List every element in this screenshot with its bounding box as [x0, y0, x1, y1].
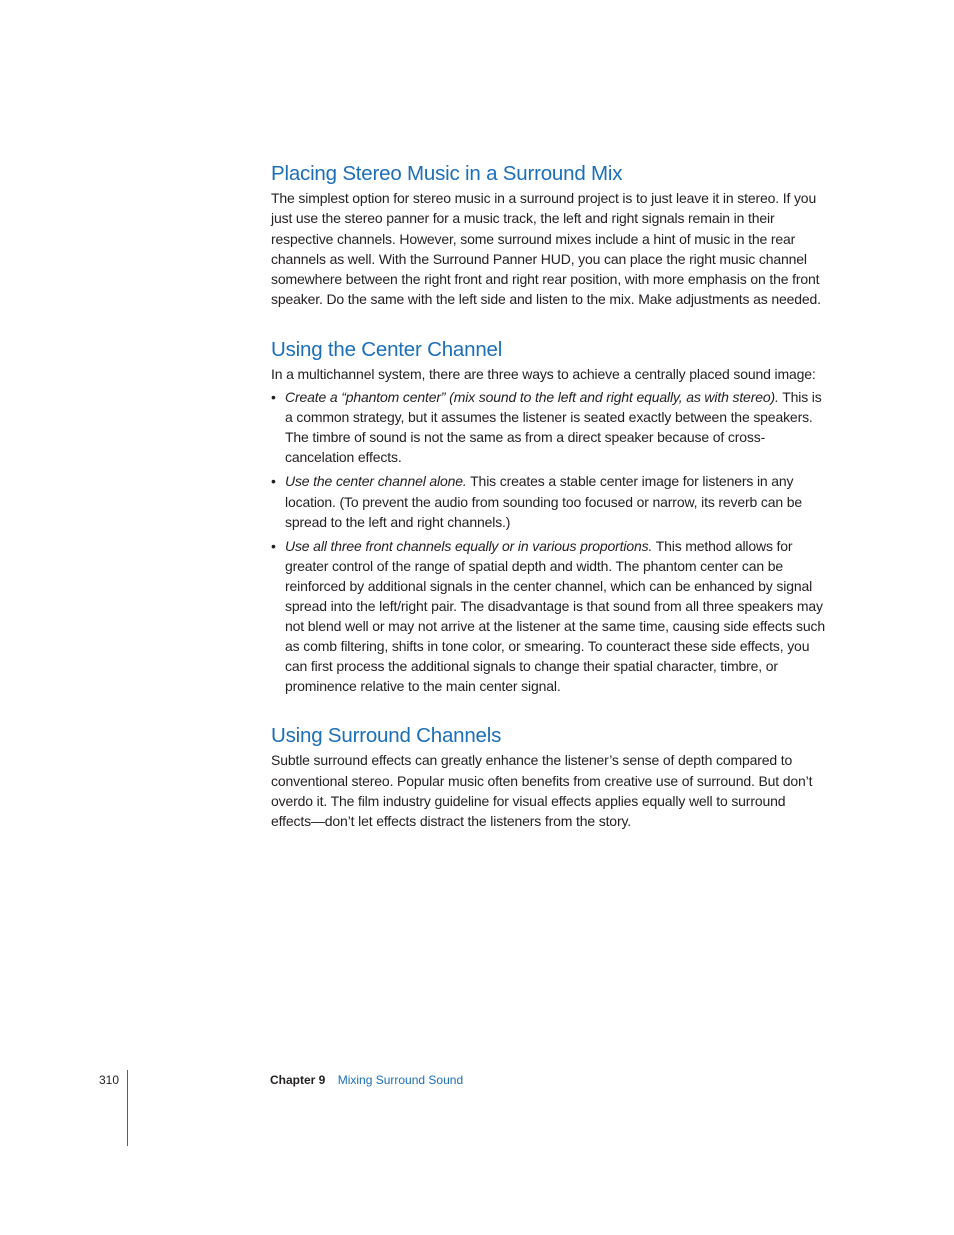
section-paragraph: In a multichannel system, there are three ways to achieve a centrally placed sound image: [271, 365, 816, 382]
list-item-lead: Use the center channel alone. [285, 473, 467, 490]
chapter-title-link[interactable]: Mixing Surround Sound [337, 1073, 464, 1087]
list-item-lead: Create a “phantom center” (mix sound to the left and right equally, as with stereo). [285, 389, 779, 406]
chapter-label: Chapter 9 [270, 1073, 326, 1087]
page-number: 310 [99, 1073, 120, 1087]
footer-chapter [270, 1072, 463, 1088]
list-item [271, 387, 827, 467]
list-item-lead: Use all three front channels equally or in various proportions. [285, 537, 653, 554]
section-center-channel [271, 336, 827, 697]
section-heading: Using the Center Channel [271, 337, 503, 361]
section-surround-channels [271, 722, 827, 831]
list-item-text: This creates a stable center image for listeners in any location. (To prevent the audio from sounding too focused or narrow, its reverb can be spread to the left and right channels.) [285, 473, 803, 530]
list-item-text: This method allows for greater control of the range of spatial depth and width. The phantom center can be reinforced by additional signals in the center channel, which can be enhanced by signal spread into the left/right pair. The disadvantage is that sound from all three speakers may not blend well or may not arrive at the listener at the same time, causing side effects such as comb filtering, shifts in tone color, or smearing. To counteract these side effects, you can first process the additional signals to change their spatial character, timbre, or prominence relative to the main center signal. [285, 537, 826, 695]
list-item [271, 536, 827, 697]
footer-divider [127, 1070, 128, 1146]
page-content [271, 160, 827, 858]
section-paragraph: Subtle surround effects can greatly enhance the listener’s sense of depth compared to conventional stereo. Popular music often benefits from creative use of surround. But don’t overdo it. The film industry guideline for visual effects applies equally well to surround effects—don’t let effects distract the listeners from the story. [271, 752, 813, 830]
bullet-marker: • [271, 473, 276, 490]
section-heading: Placing Stereo Music in a Surround Mix [271, 162, 623, 185]
bullet-marker: • [271, 389, 276, 406]
section-heading: Using Surround Channels [271, 724, 502, 748]
section-paragraph: The simplest option for stereo music in a surround project is to just leave it in stereo. If you just use the stereo panner for a music track, the left and right signals remain in their respective channels. However, some surround mixes include a hint of music in the rear channels as well. With the Surround Panner HUD, you can place the right music channel somewhere between the right front and right rear position, with more emphasis on the front speaker. Do the same with the left side and listen to the mix. Make adjustments as needed. [271, 190, 821, 308]
bullet-list [271, 387, 827, 696]
bullet-marker: • [271, 537, 276, 554]
section-stereo-music [271, 160, 827, 310]
list-item-text: This is a common strategy, but it assumes the listener is seated exactly between the speakers. The timbre of sound is not the same as from a direct speaker because of cross-cancelation effects. [285, 389, 822, 466]
list-item [271, 471, 827, 531]
